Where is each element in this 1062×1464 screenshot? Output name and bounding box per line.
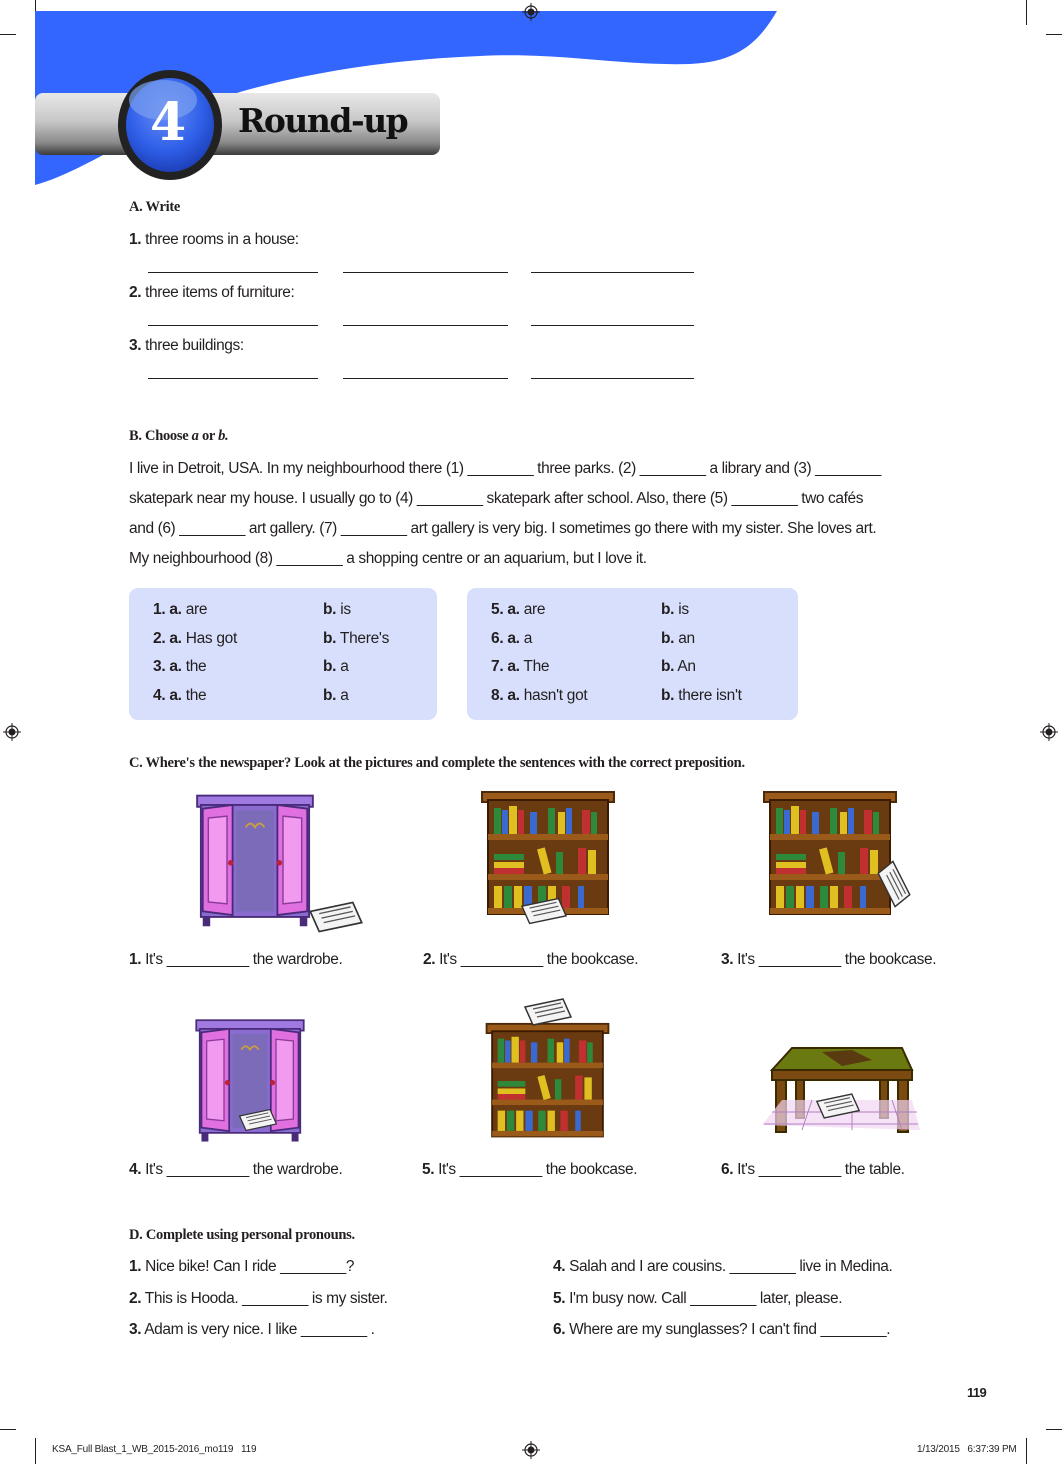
picture-caption — [721, 951, 936, 969]
bookcase-picture — [760, 790, 900, 920]
option-a-label: a. — [507, 601, 520, 618]
option-number: 1. — [153, 601, 166, 618]
option-number: 8. — [491, 686, 504, 704]
item-number: 2. — [129, 284, 142, 301]
option-a-text[interactable]: the — [185, 686, 207, 704]
option-row — [153, 687, 206, 705]
option-a-label: a. — [169, 658, 182, 675]
item-number: 3. — [721, 951, 734, 968]
answer-line[interactable] — [531, 325, 694, 326]
option-a-label: a. — [507, 658, 520, 675]
option-row — [153, 601, 207, 619]
write-item — [129, 337, 244, 355]
option-a-label: a. — [507, 629, 520, 647]
item-text: Nice bike! Can I ride ________? — [145, 1258, 355, 1275]
item-number: 6. — [721, 1161, 734, 1178]
crop-mark — [1026, 0, 1027, 25]
section-d-heading: D. Complete using personal pronouns. — [129, 1227, 355, 1243]
option-a-text[interactable]: are — [185, 601, 208, 618]
heading-text: B. Choose — [129, 428, 192, 444]
option-row-b — [323, 687, 349, 705]
bookcase-picture — [480, 1022, 615, 1142]
item-text: It's __________ the wardrobe. — [145, 951, 343, 968]
section-c-heading: C. Where's the newspaper? Look at the pictures and complete the sentences with the correct preposition. — [129, 755, 745, 771]
crop-mark — [1026, 1438, 1027, 1464]
option-a-label: a. — [507, 686, 520, 704]
item-text: It's __________ the bookcase. — [439, 951, 639, 968]
option-b-text[interactable]: a — [340, 686, 349, 704]
answer-line[interactable] — [148, 325, 318, 326]
option-number: 2. — [153, 629, 166, 647]
option-a-label: a. — [169, 629, 182, 647]
item-text: It's __________ the wardrobe. — [145, 1161, 343, 1178]
page-title: Round-up — [238, 101, 408, 140]
crop-mark — [1046, 34, 1062, 35]
item-number: 1. — [129, 951, 142, 968]
section-b-heading — [129, 428, 228, 445]
item-number: 4. — [553, 1258, 566, 1275]
answer-line[interactable] — [531, 272, 694, 273]
page-number: 119 — [967, 1385, 987, 1400]
picture-caption — [422, 1161, 637, 1179]
option-row-b — [323, 630, 389, 648]
option-row-b — [323, 658, 349, 676]
newspaper-picture — [238, 1108, 278, 1132]
option-b-label: b. — [661, 686, 675, 704]
registration-mark-icon — [522, 1441, 540, 1459]
option-a-label: a. — [169, 686, 182, 704]
option-row-b — [661, 601, 689, 619]
option-number: 4. — [153, 686, 166, 704]
heading-text: b. — [218, 428, 229, 444]
answer-line[interactable] — [148, 272, 318, 273]
item-text: three items of furniture: — [145, 284, 295, 301]
registration-mark-icon — [3, 723, 21, 741]
option-number: 7. — [491, 658, 504, 675]
write-item — [129, 231, 299, 249]
option-b-label: b. — [323, 629, 337, 647]
picture-caption — [129, 1161, 342, 1179]
item-text: three rooms in a house: — [145, 231, 299, 248]
item-number: 5. — [553, 1290, 566, 1307]
item-text: three buildings: — [145, 337, 244, 354]
option-b-label: b. — [661, 629, 675, 647]
option-row-b — [323, 601, 351, 619]
newspaper-picture — [815, 1092, 861, 1120]
option-b-text[interactable]: an — [678, 629, 695, 647]
option-row — [153, 658, 206, 676]
crop-mark — [35, 1438, 36, 1464]
item-number: 2. — [423, 951, 436, 968]
item-text: It's __________ the table. — [737, 1161, 905, 1178]
option-row — [153, 630, 237, 648]
option-a-text[interactable]: hasn't got — [523, 686, 588, 704]
pronoun-item — [553, 1258, 892, 1276]
option-number: 3. — [153, 658, 166, 675]
item-text: This is Hooda. ________ is my sister. — [144, 1290, 388, 1307]
option-b-text[interactable]: there isn't — [678, 686, 742, 704]
item-text: I'm busy now. Call ________ later, please. — [569, 1290, 843, 1307]
item-number: 3. — [129, 1321, 142, 1338]
option-a-label: a. — [169, 601, 182, 618]
item-text: Adam is very nice. I like ________ . — [144, 1321, 375, 1338]
option-a-text[interactable]: the — [185, 658, 207, 675]
item-text: Where are my sunglasses? I can't find ________. — [569, 1321, 891, 1338]
picture-caption — [129, 951, 342, 969]
option-number: 6. — [491, 629, 504, 647]
picture-caption — [423, 951, 638, 969]
picture-caption — [721, 1161, 905, 1179]
pronoun-item — [553, 1321, 890, 1339]
registration-mark-icon — [1040, 723, 1058, 741]
item-text: It's __________ the bookcase. — [737, 951, 937, 968]
item-number: 4. — [129, 1161, 142, 1178]
footer-timestamp: 1/13/2015 6:37:39 PM — [917, 1444, 1017, 1455]
option-number: 5. — [491, 601, 504, 618]
option-b-label: b. — [661, 601, 675, 618]
option-row — [491, 658, 549, 676]
passage-line: skatepark near my house. I usually go to (4) ________ skatepark after school. Also, there (5) ________ two cafés — [129, 490, 864, 507]
answer-line[interactable] — [343, 325, 508, 326]
answer-line[interactable] — [148, 378, 318, 379]
answer-line[interactable] — [531, 378, 694, 379]
option-row — [491, 687, 587, 705]
pronoun-item — [129, 1290, 388, 1308]
option-a-text[interactable]: Has got — [185, 629, 238, 647]
write-item — [129, 284, 294, 302]
unit-number: 4 — [150, 92, 187, 153]
crop-mark — [0, 1429, 16, 1430]
option-a-text[interactable]: The — [523, 658, 550, 675]
option-b-text[interactable]: is — [340, 601, 351, 618]
pronoun-item — [129, 1258, 354, 1276]
option-b-label: b. — [323, 658, 337, 675]
option-b-label: b. — [661, 658, 675, 675]
option-b-text[interactable]: is — [678, 601, 689, 618]
option-b-label: b. — [323, 686, 337, 704]
heading-text: a — [191, 428, 199, 444]
option-row-b — [661, 687, 742, 705]
header-banner — [0, 0, 800, 200]
item-text: Salah and I are cousins. ________ live in Medina. — [569, 1258, 893, 1275]
item-number: 2. — [129, 1290, 142, 1307]
item-number: 1. — [129, 1258, 142, 1275]
section-a-heading: A. Write — [129, 199, 181, 215]
option-row-b — [661, 658, 696, 676]
newspaper-picture — [520, 895, 568, 927]
item-text: It's __________ the bookcase. — [438, 1161, 638, 1178]
table-picture — [752, 1030, 922, 1140]
option-row-b — [661, 630, 695, 648]
passage-line: I live in Detroit, USA. In my neighbourhood there (1) ________ three parks. (2) ________ a library and (3) ________ — [129, 460, 881, 477]
item-number: 3. — [129, 337, 142, 354]
passage-line: and (6) ________ art gallery. (7) ________ art gallery is very big. I sometimes go there with my sister. She loves art. — [129, 520, 877, 537]
passage-line: My neighbourhood (8) ________ a shopping centre or an aquarium, but I love it. — [129, 550, 647, 567]
option-row — [491, 630, 532, 648]
item-number: 1. — [129, 231, 142, 248]
option-a-text[interactable]: a — [523, 629, 533, 647]
newspaper-picture — [523, 995, 573, 1029]
crop-mark — [1046, 1429, 1062, 1430]
pronoun-item — [129, 1321, 375, 1339]
option-b-label: b. — [323, 601, 337, 618]
footer-file-name: KSA_Full Blast_1_WB_2015-2016_mo119 119 — [52, 1444, 257, 1455]
option-a-text[interactable]: are — [523, 601, 546, 618]
item-number: 6. — [553, 1321, 566, 1338]
option-b-text[interactable]: a — [340, 658, 349, 675]
registration-mark-icon — [522, 3, 540, 21]
answer-line[interactable] — [343, 272, 508, 273]
item-number: 5. — [422, 1161, 435, 1178]
answer-line[interactable] — [343, 378, 508, 379]
option-b-text[interactable]: An — [677, 658, 696, 675]
heading-text: or — [198, 428, 219, 444]
pronoun-item — [553, 1290, 842, 1308]
option-b-text[interactable]: There's — [339, 629, 390, 647]
newspaper-picture — [308, 900, 364, 934]
option-row — [491, 601, 545, 619]
